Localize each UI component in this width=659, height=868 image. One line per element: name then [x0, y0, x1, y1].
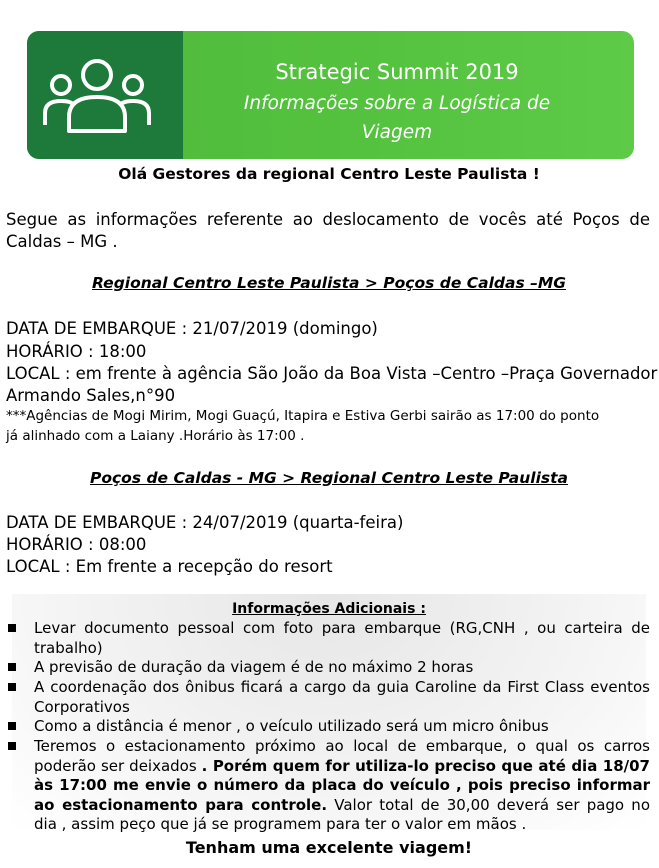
list-item: A previsão de duração da viagem é de no máximo 2 horas — [34, 658, 474, 676]
return-time: HORÁRIO : 08:00 — [6, 535, 147, 554]
list-item-parking — [34, 737, 650, 835]
banner-icon-panel — [27, 31, 183, 159]
list-item: A coordenação dos ônibus ficará a cargo da guia Caroline da First Class eventos Corporativos — [34, 678, 650, 716]
parking-text-part2: Valor total de 30,00 deverá ser pago no dia , assim peço que já se programem para ter o valor em mãos . — [34, 795, 650, 833]
list-item: Levar documento pessoal com foto para embarque (RG,CNH , ou carteira de trabalho) — [34, 619, 650, 657]
bullet-icon — [8, 742, 16, 750]
banner-title: Strategic Summit 2019 — [275, 60, 519, 84]
return-heading: Poços de Caldas - MG > Regional Centro Leste Paulista — [89, 469, 569, 487]
bullet-icon — [8, 663, 16, 671]
return-location: LOCAL : Em frente a recepção do resort — [6, 557, 333, 576]
outbound-heading: Regional Centro Leste Paulista > Poços de Caldas –MG — [92, 274, 566, 292]
parking-text-part1: Teremos o estacionamento próximo ao local de embarque, o qual os carros poderão ser deixados — [34, 737, 650, 775]
greeting: Olá Gestores da regional Centro Leste Paulista ! — [118, 165, 540, 183]
header-banner — [27, 31, 634, 159]
outbound-location-line2: Armando Sales,n°90 — [6, 386, 176, 405]
banner-subtitle — [207, 89, 587, 147]
bullet-icon — [8, 722, 16, 730]
outbound-location-line1: LOCAL : em frente à agência São João da Boa Vista –Centro –Praça Governador — [6, 364, 658, 383]
return-date: DATA DE EMBARQUE : 24/07/2019 (quarta-feira) — [6, 513, 404, 532]
outbound-time: HORÁRIO : 18:00 — [6, 342, 147, 361]
banner-subtitle-line2: Viagem — [361, 122, 433, 143]
parking-text-bold: . Porém quem for utiliza-lo preciso que até dia 18/07 às 17:00 me envie o número da placa do veículo , pois preciso informar ao estacionamento para controle. — [34, 756, 650, 814]
additional-info-title: Informações Adicionais : — [232, 601, 426, 617]
outbound-note-line2: já alinhado com a Laiany .Horário às 17:00 . — [6, 428, 305, 444]
outbound-note-line1: ***Agências de Mogi Mirim, Mogi Guaçú, Itapira e Estiva Gerbi sairão as 17:00 do ponto — [6, 408, 600, 424]
list-item: Como a distância é menor , o veículo utilizado será um micro ônibus — [34, 717, 549, 735]
bullet-icon — [8, 683, 16, 691]
people-group-icon — [41, 55, 153, 139]
intro-paragraph: Segue as informações referente ao deslocamento de vocês até Poços de Caldas – MG . — [6, 210, 650, 251]
bullet-icon — [8, 624, 16, 632]
banner-subtitle-line1: Informações sobre a Logística de — [243, 93, 551, 114]
closing-message: Tenham uma excelente viagem! — [185, 838, 473, 857]
outbound-date: DATA DE EMBARQUE : 21/07/2019 (domingo) — [6, 319, 378, 338]
